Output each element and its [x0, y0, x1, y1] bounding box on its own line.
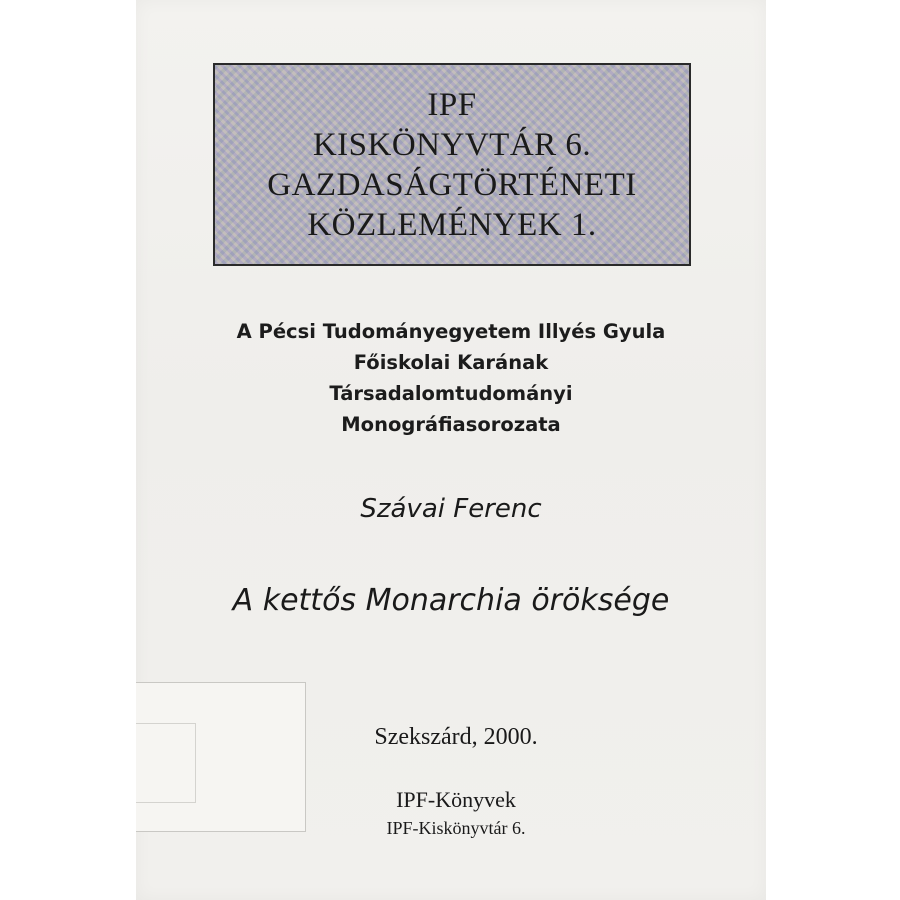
series-description — [136, 316, 766, 440]
series-description-line: Monográfiasorozata — [341, 413, 561, 436]
series-title-box — [213, 63, 691, 266]
publisher: IPF-Könyvek — [396, 787, 516, 812]
series-description-line: Társadalomtudományi — [329, 382, 573, 405]
series-line: GAZDASÁGTÖRTÉNETI — [267, 166, 637, 203]
series-imprint: IPF-Kiskönyvtár 6. — [386, 818, 526, 838]
book-title: A kettős Monarchia öröksége — [232, 583, 670, 618]
series-line: KISKÖNYVTÁR 6. — [312, 126, 592, 163]
author-name: Szávai Ferenc — [360, 494, 542, 524]
place-and-year: Szekszárd, 2000. — [374, 724, 538, 750]
series-line: KÖZLEMÉNYEK 1. — [307, 206, 597, 243]
series-description-line: Főiskolai Karának — [353, 351, 549, 374]
series-line: IPF — [427, 86, 477, 123]
series-description-line: A Pécsi Tudományegyetem Illyés Gyula — [236, 320, 666, 343]
